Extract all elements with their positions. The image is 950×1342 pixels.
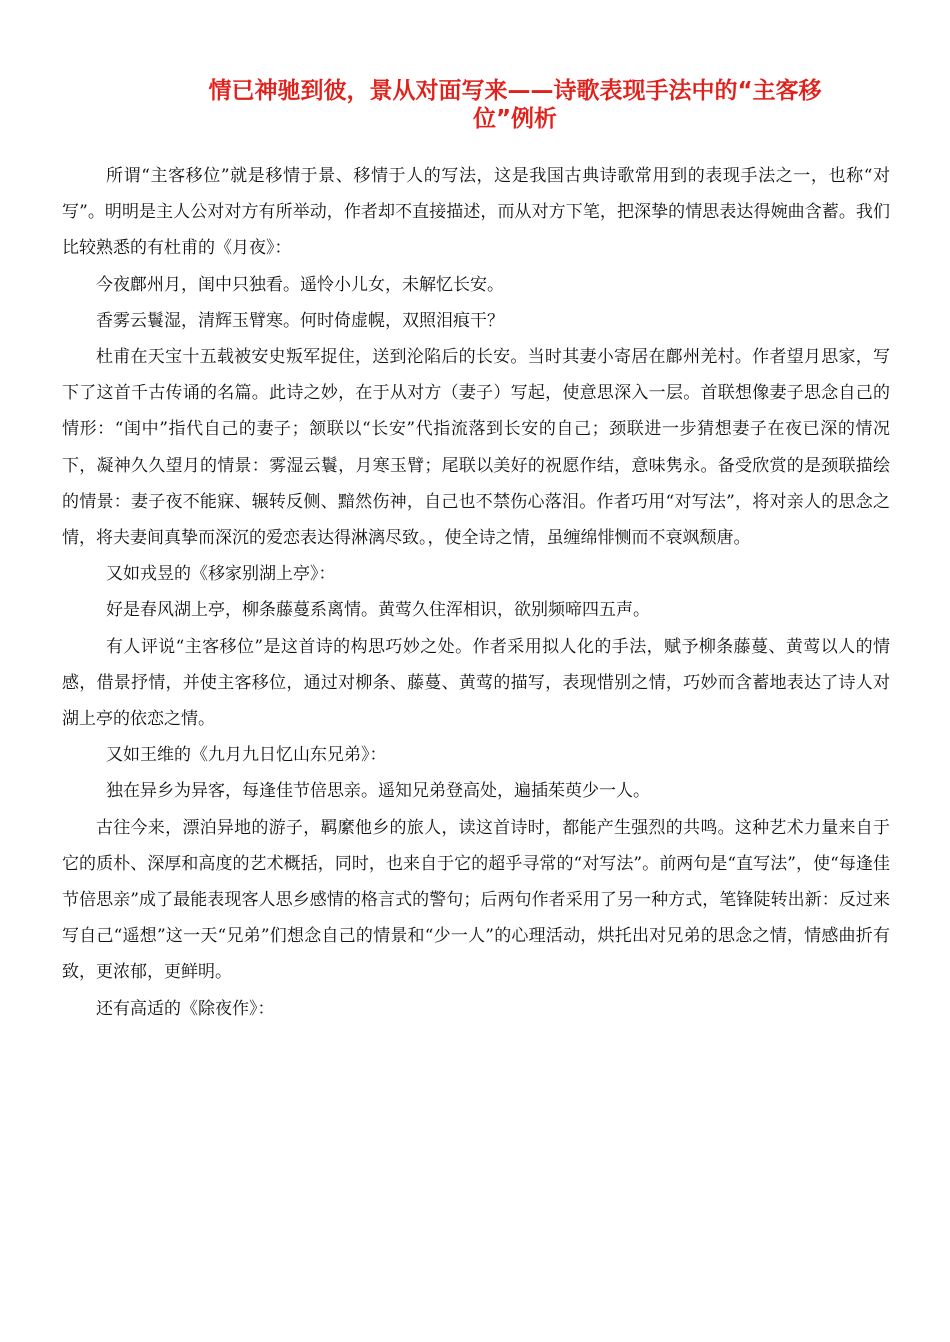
paragraph-example-intro: 又如王维的《九月九日忆山东兄弟》： [106, 745, 387, 766]
paragraph-analysis: 有人评说“主客移位”是这首诗的构思巧妙之处。作者采用拟人化的手法，赋予柳条藤蔓、黄莺以人的情感，借景抒情，并使主客移位，通过对柳条、藤蔓、黄莺的描写，表现惜别之情，巧妙而含蓄地表达了诗人对湖上亭的依恋之情。 [62, 636, 890, 730]
poem-line: 独在异乡为异客，每逢佳节倍思亲。遥知兄弟登高处，遍插茱萸少一人。 [106, 781, 650, 802]
document-title-line-1: 情已神驰到彼，景从对面写来——诗歌表现手法中的“主客移 [208, 78, 822, 104]
document-title-line-2: 位”例析 [472, 106, 558, 132]
poem-line: 好是春风湖上亭，柳条藤蔓系离情。黄莺久住浑相识，欲别频啼四五声。 [106, 600, 650, 621]
paragraph-intro: 所谓“主客移位”就是移情于景、移情于人的写法，这是我国古典诗歌常用到的表现手法之一，也称“对写”。明明是主人公对对方有所举动，作者却不直接描述，而从对方下笔，把深挚的情思表达得婉曲含蓄。我们比较熟悉的有杜甫的《月夜》： [62, 166, 890, 259]
document-body [62, 158, 890, 1027]
paragraph-analysis: 杜甫在天宝十五载被安史叛军捉住，送到沦陷后的长安。当时其妻小寄居在鄜州羌村。作者望月思家，写下了这首千古传诵的名篇。此诗之妙，在于从对方（妻子）写起，使意思深入一层。首联想像妻子思念自己的情形：“闺中”指代自己的妻子；颔联以“长安”代指流落到长安的自己；颈联进一步猜想妻子在夜已深的情况下，凝神久久望月的情景：雾湿云鬟，月寒玉臂；尾联以美好的祝愿作结，意味隽永。备受欣赏的是颈联描绘的情景：妻子夜不能寐、辗转反侧、黯然伤神，自己也不禁伤心落泪。作者巧用“对写法”，将对亲人的思念之情，将夫妻间真挚而深沉的爱恋表达得淋漓尽致。，使全诗之情，虽缠绵悱恻而不衰飒颓唐。 [62, 347, 890, 549]
paragraph-example-intro: 又如戎昱的《移家别湖上亭》： [106, 564, 336, 585]
poem-line: 香雾云鬟湿，清辉玉臂寒。何时倚虚幌，双照泪痕干？ [96, 310, 504, 331]
paragraph-analysis: 古往今来，漂泊异地的游子，羁縻他乡的旅人，读这首诗时，都能产生强烈的共鸣。这种艺术力量来自于它的质朴、深厚和高度的艺术概括，同时，也来自于它的超乎寻常的“对写法”。前两句是“直写法”，使“每逢佳节倍思亲”成了最能表现客人思乡感情的格言式的警句；后两句作者采用了另一种方式，笔锋陡转出新：反过来写自己“遥想”这一天“兄弟”们想念自己的情景和“少一人”的心理活动，烘托出对兄弟的思念之情，情感曲折有致，更浓郁，更鲜明。 [62, 817, 890, 983]
paragraph-example-intro: 还有高适的《除夜作》： [96, 998, 275, 1019]
poem-line: 今夜鄜州月，闺中只独看。遥怜小儿女，未解忆长安。 [96, 274, 504, 295]
